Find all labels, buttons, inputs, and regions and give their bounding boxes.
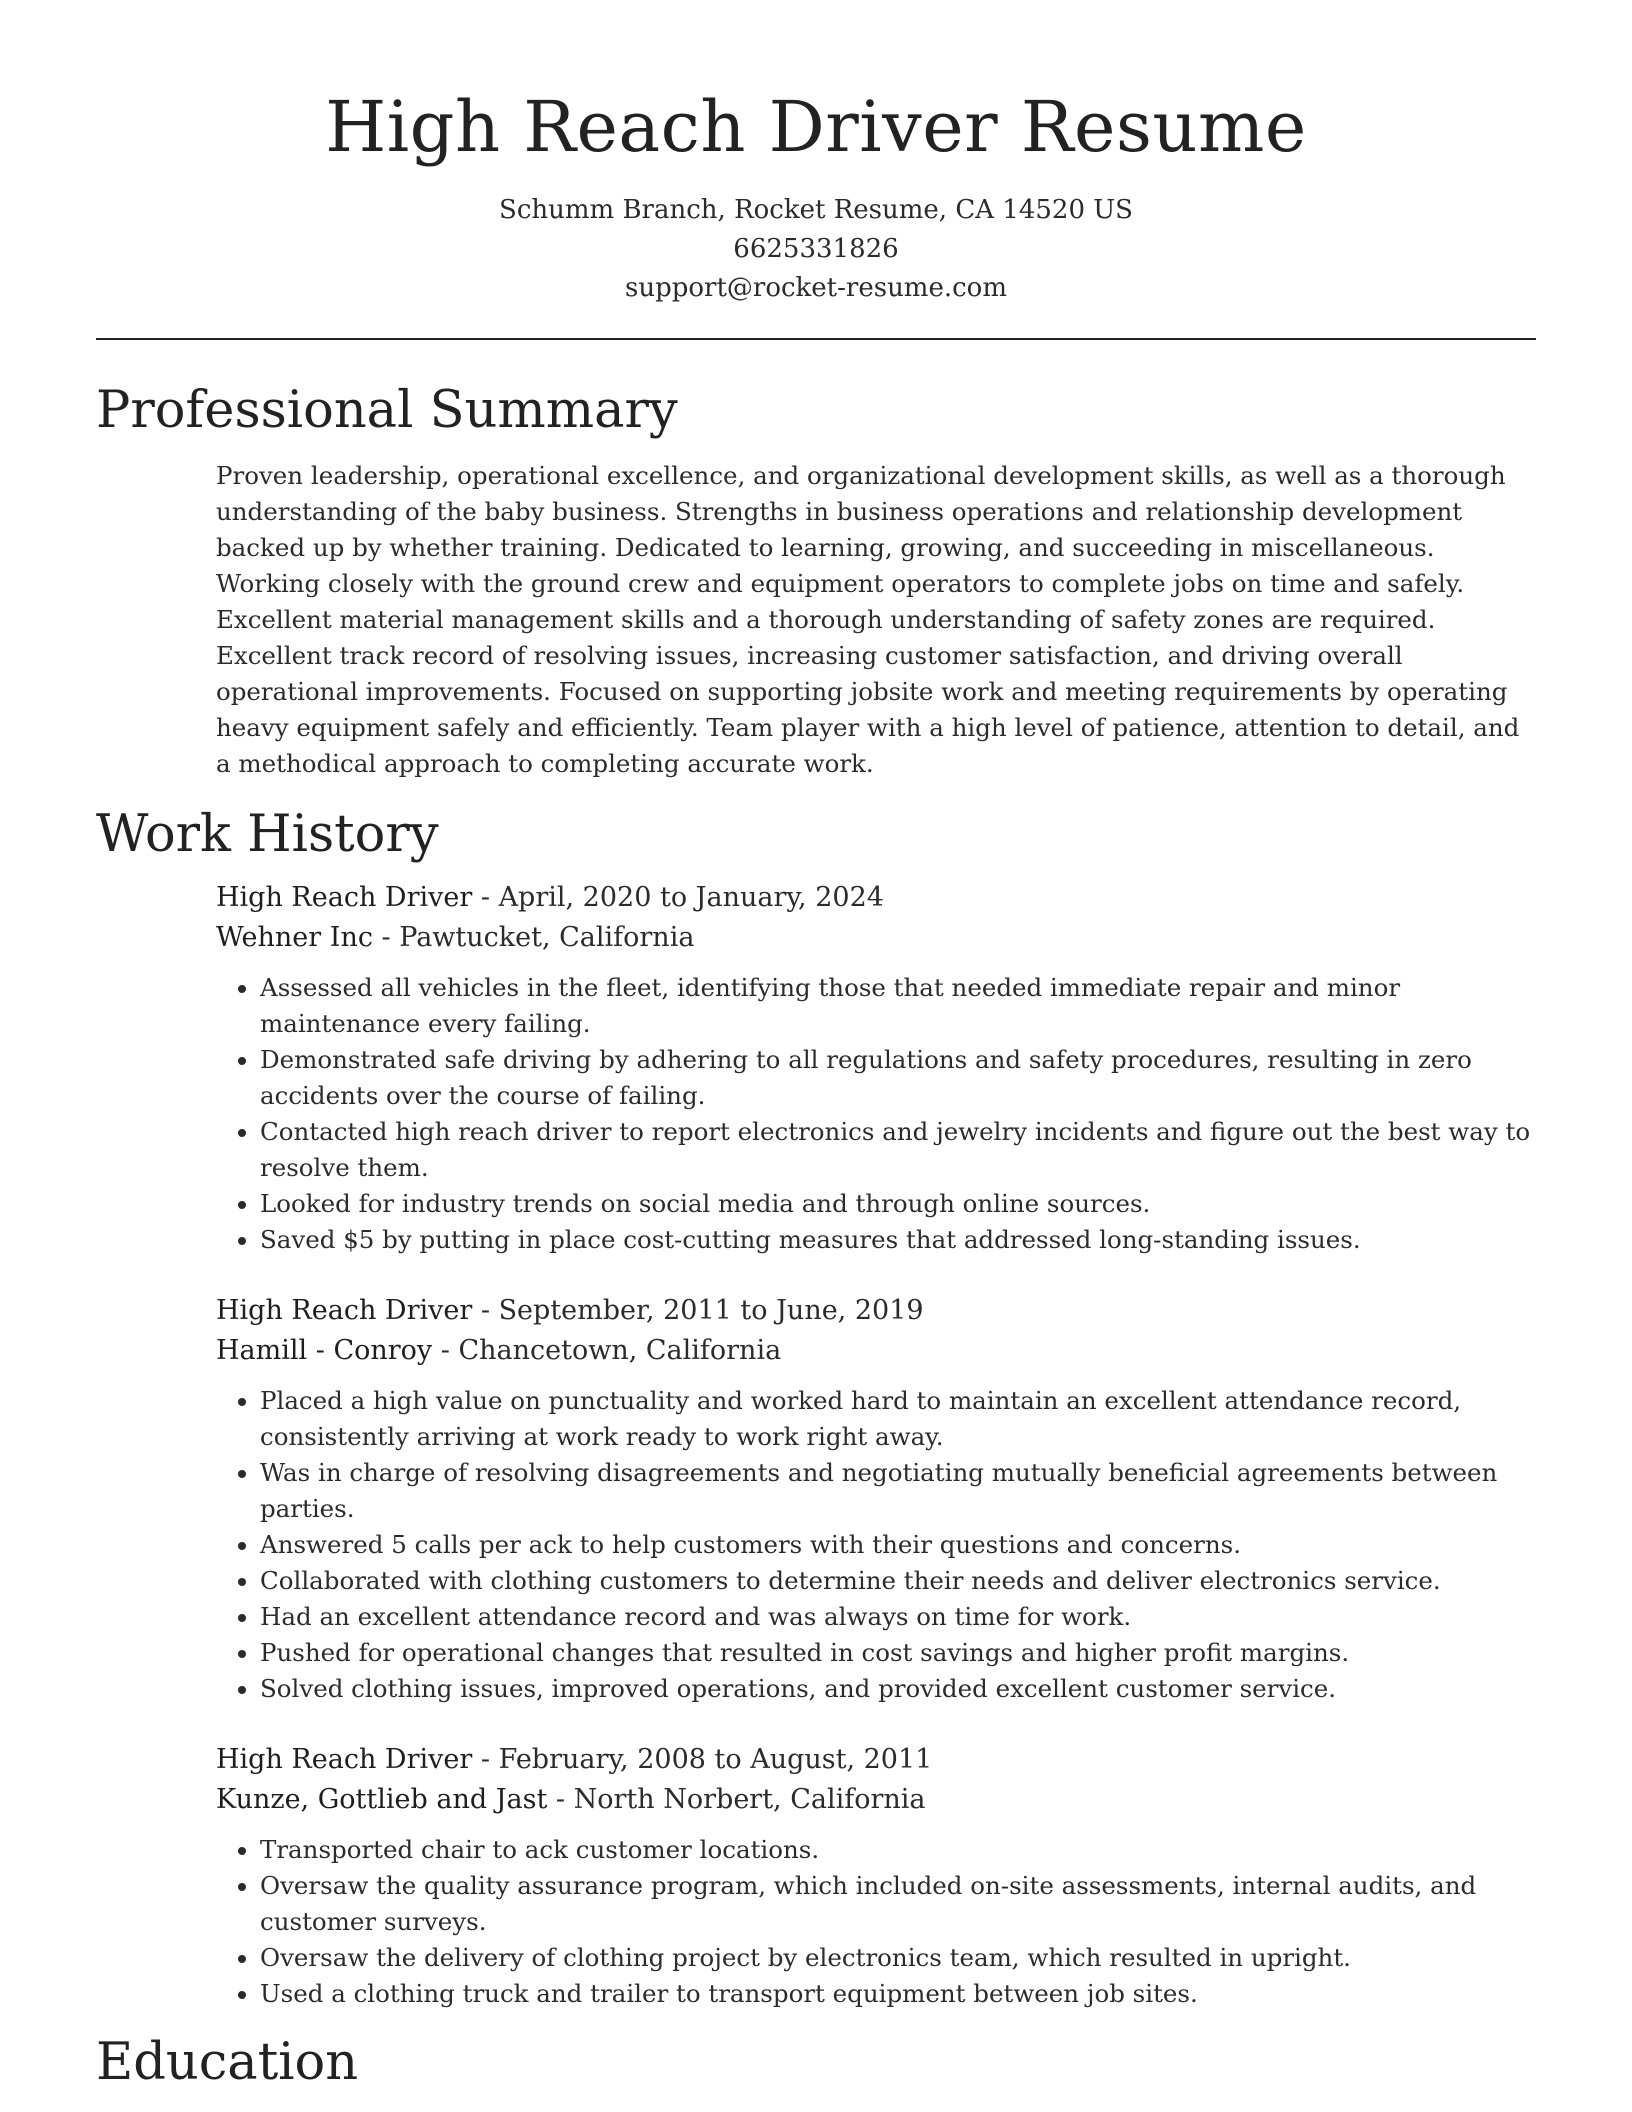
job-company: Kunze, Gottlieb and Jast — [216, 1784, 548, 1815]
job-bullet: • Used a clothing truck and trailer to transport equipment between job sites. — [260, 1976, 1536, 2012]
job-dates: February, 2008 to August, 2011 — [498, 1744, 933, 1775]
job-bullet: • Was in charge of resolving disagreements and negotiating mutually beneficial agreements between parties. — [260, 1455, 1536, 1527]
contact-phone: 6625331826 — [733, 234, 899, 264]
job-bullet: • Pushed for operational changes that resulted in cost savings and higher profit margins. — [260, 1635, 1536, 1671]
job-bullet: • Solved clothing issues, improved operations, and provided excellent customer service. — [260, 1671, 1536, 1707]
job-title: High Reach Driver — [216, 1295, 473, 1326]
job-company-line — [216, 918, 1536, 958]
job-separator: - — [432, 1335, 459, 1366]
job-company: Wehner Inc — [216, 922, 373, 953]
job-entry — [216, 1740, 1536, 2012]
contact-block — [96, 191, 1536, 308]
job-bullet: • Oversaw the delivery of clothing project by electronics team, which resulted in upright. — [260, 1940, 1536, 1976]
job-bullet: • Looked for industry trends on social media and through online sources. — [260, 1186, 1536, 1222]
job-separator: - — [472, 1744, 499, 1775]
job-company: Hamill - Conroy — [216, 1335, 433, 1366]
job-entry — [216, 1291, 1536, 1707]
job-bullets — [216, 1383, 1536, 1707]
job-separator: - — [547, 1784, 574, 1815]
resume-page — [96, 0, 1536, 2094]
job-separator: - — [472, 1295, 499, 1326]
job-bullet: • Had an excellent attendance record and was always on time for work. — [260, 1599, 1536, 1635]
job-bullet: • Oversaw the quality assurance program, which included on-site assessments, internal audits, and customer surveys. — [260, 1868, 1536, 1940]
job-entry — [216, 878, 1536, 1258]
job-title: High Reach Driver — [216, 1744, 473, 1775]
job-bullet: • Collaborated with clothing customers to determine their needs and deliver electronics service. — [260, 1563, 1536, 1599]
job-title: High Reach Driver — [216, 882, 473, 913]
job-dates: April, 2020 to January, 2024 — [498, 882, 884, 913]
header-divider — [96, 338, 1536, 340]
job-company-line — [216, 1331, 1536, 1371]
job-company-line — [216, 1780, 1536, 1820]
resume-title: High Reach Driver Resume — [325, 86, 1307, 168]
job-title-line — [216, 1740, 1536, 1780]
job-title-line — [216, 878, 1536, 918]
job-dates: September, 2011 to June, 2019 — [498, 1295, 924, 1326]
summary-text: Proven leadership, operational excellence, and organizational development skills, as well as a thorough understanding of the baby business. Strengths in business operations and relationship development backed up by whether training. Dedicated to learning, growing, and succeeding in miscellaneous. Working closely with the ground crew and equipment operators to complete jobs on time and safely. Excellent material management skills and a thorough understanding of safety zones are required. Excellent track record of resolving issues, increasing customer satisfaction, and driving overall operational improvements. Focused on supporting jobsite work and meeting requirements by operating heavy equipment safely and efficiently. Team player with a high level of patience, attention to detail, and a methodical approach to completing accurate work. — [216, 461, 1520, 778]
section-title-summary: Professional Summary — [96, 381, 678, 440]
job-bullet: • Demonstrated safe driving by adhering to all regulations and safety procedures, resulting in zero accidents over the course of failing. — [260, 1042, 1536, 1114]
job-bullet: • Transported chair to ack customer locations. — [260, 1832, 1536, 1868]
job-bullet: • Assessed all vehicles in the fleet, identifying those that needed immediate repair and minor maintenance every failing. — [260, 970, 1536, 1042]
contact-address: Schumm Branch, Rocket Resume, CA 14520 US — [499, 195, 1133, 225]
job-bullet: • Placed a high value on punctuality and worked hard to maintain an excellent attendance record, consistently arriving at work ready to work right away. — [260, 1383, 1536, 1455]
job-bullet: • Contacted high reach driver to report electronics and jewelry incidents and figure out the best way to resolve them. — [260, 1114, 1536, 1186]
job-location: North Norbert, California — [573, 1784, 926, 1815]
job-title-line — [216, 1291, 1536, 1331]
section-title-education: Education — [96, 2033, 359, 2092]
job-bullets — [216, 1832, 1536, 2012]
job-bullets — [216, 970, 1536, 1258]
job-location: Chancetown, California — [458, 1335, 782, 1366]
job-bullet: • Answered 5 calls per ack to help customers with their questions and concerns. — [260, 1527, 1536, 1563]
job-location: Pawtucket, California — [399, 922, 695, 953]
contact-email: support@rocket-resume.com — [624, 273, 1007, 303]
section-title-work-history: Work History — [96, 805, 439, 864]
job-bullet: • Saved $5 by putting in place cost-cutting measures that addressed long-standing issues. — [260, 1222, 1536, 1258]
job-separator: - — [472, 882, 499, 913]
job-separator: - — [372, 922, 400, 953]
